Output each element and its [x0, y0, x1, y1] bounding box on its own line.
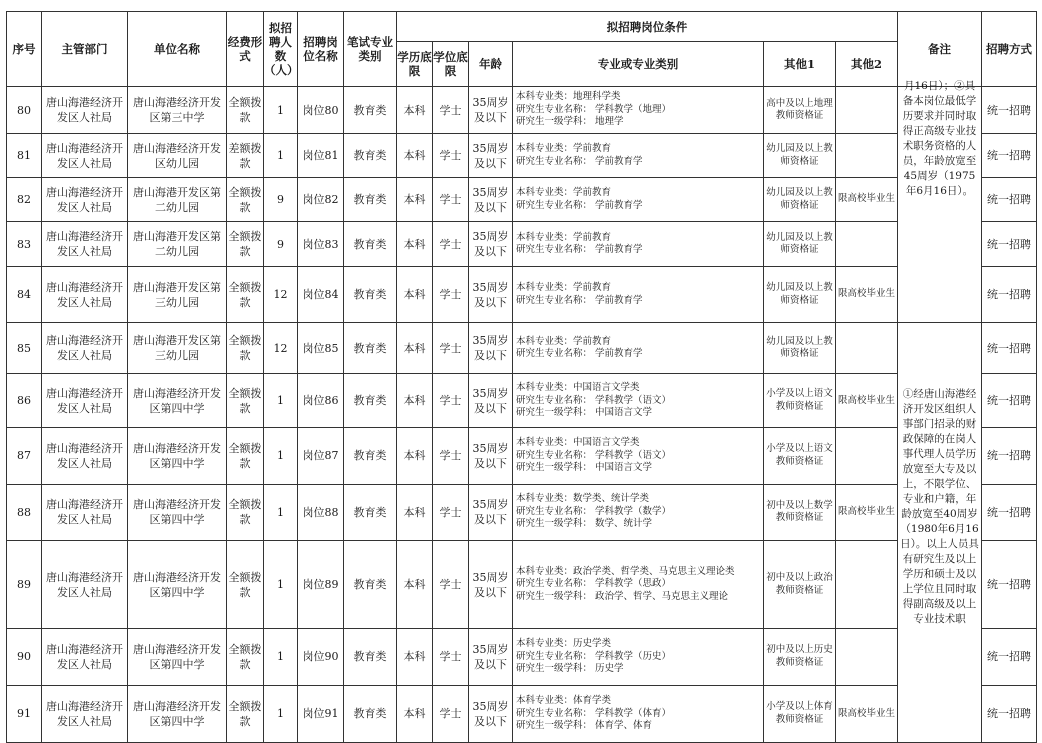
cell-dept: 唐山海港经济开发区人社局 [42, 629, 128, 685]
cell-major [513, 323, 764, 374]
major-line: 本科专业类：学前教育 [516, 231, 612, 243]
cell-major [513, 87, 764, 134]
major-line: 研究生专业名称： 学科教学（数学） [516, 505, 672, 517]
header-conditions: 拟招聘岗位条件 [397, 12, 898, 42]
cell-count: 12 [264, 323, 298, 374]
cell-degree: 学士 [433, 323, 469, 374]
table-row [7, 629, 1037, 685]
major-line: 本科专业类：数学类、统计学类 [516, 493, 650, 505]
cell-edu: 本科 [397, 323, 433, 374]
cell-age: 35周岁及以下 [469, 267, 513, 323]
remark-block-2 [898, 323, 982, 743]
cell-major [513, 428, 764, 484]
cell-exam: 教育类 [344, 540, 397, 629]
cell-other2: 限高校毕业生 [836, 484, 898, 540]
table-row [7, 484, 1037, 540]
cell-other2: 限高校毕业生 [836, 178, 898, 222]
cell-funding: 差额拨款 [227, 134, 264, 178]
cell-method: 统一招聘 [982, 222, 1037, 267]
cell-age: 35周岁及以下 [469, 134, 513, 178]
major-line: 本科专业类：中国语言文学类 [516, 382, 640, 394]
cell-age: 35周岁及以下 [469, 374, 513, 428]
cell-funding: 全额拨款 [227, 87, 264, 134]
header-dept: 主管部门 [42, 12, 128, 87]
cell-count: 9 [264, 222, 298, 267]
cell-post: 岗位81 [298, 134, 344, 178]
major-line: 研究生一级学科： 数学、统计学 [516, 518, 653, 530]
cell-age: 35周岁及以下 [469, 178, 513, 222]
cell-major [513, 134, 764, 178]
cell-exam: 教育类 [344, 323, 397, 374]
cell-method: 统一招聘 [982, 540, 1037, 629]
cell-other2 [836, 134, 898, 178]
major-line: 本科专业类：学前教育 [516, 282, 612, 293]
cell-post: 岗位82 [298, 178, 344, 222]
cell-unit: 唐山海港经济开发区第四中学 [128, 484, 227, 540]
cell-count: 1 [264, 374, 298, 428]
cell-major [513, 629, 764, 685]
cell-method: 统一招聘 [982, 267, 1037, 323]
cell-unit: 唐山海港经济开发区第四中学 [128, 428, 227, 484]
cell-seq: 82 [7, 178, 42, 222]
cell-other2: 限高校毕业生 [836, 685, 898, 742]
cell-unit: 唐山海港经济开发区第四中学 [128, 374, 227, 428]
cell-other2 [836, 540, 898, 629]
major-line: 本科专业类：学前教育 [516, 335, 612, 347]
major-line: 研究生专业名称： 学科教学（地理） [516, 103, 672, 115]
header-age: 年龄 [469, 42, 513, 87]
cell-post: 岗位91 [298, 685, 344, 742]
cell-edu: 本科 [397, 134, 433, 178]
cell-age: 35周岁及以下 [469, 484, 513, 540]
major-line: 本科专业类：体育学类 [516, 695, 612, 707]
cell-degree: 学士 [433, 540, 469, 629]
cell-funding: 全额拨款 [227, 484, 264, 540]
cell-other1: 幼儿园及以上教师资格证 [764, 134, 836, 178]
cell-unit: 唐山海港开发区第三幼儿园 [128, 323, 227, 374]
table-row [7, 428, 1037, 484]
cell-post: 岗位86 [298, 374, 344, 428]
recruitment-table [6, 11, 1037, 743]
cell-post: 岗位87 [298, 428, 344, 484]
cell-dept: 唐山海港经济开发区人社局 [42, 134, 128, 178]
remark-text-2: ①经唐山海港经济开发区组织人事部门招录的财政保障的在岗人事代理人员学历放宽至大专及以上，不限学位、专业和户籍，年龄放宽至40周岁（1980年6月16日）。以上人员具有研究生及以上学历和硕士及以上学位且同时取得副高级及以上专业技术职 [900, 388, 979, 625]
cell-age: 35周岁及以下 [469, 222, 513, 267]
cell-seq: 89 [7, 540, 42, 629]
major-line: 研究生一级学科： 历史学 [516, 663, 624, 675]
cell-post: 岗位90 [298, 629, 344, 685]
cell-degree: 学士 [433, 222, 469, 267]
cell-age: 35周岁及以下 [469, 540, 513, 629]
cell-other1: 幼儿园及以上教师资格证 [764, 323, 836, 374]
major-line: 研究生一级学科： 地理学 [516, 116, 624, 128]
cell-other2 [836, 323, 898, 374]
header-count: 拟招聘人数（人） [264, 12, 298, 87]
header-funding: 经费形式 [227, 12, 264, 87]
cell-post: 岗位83 [298, 222, 344, 267]
cell-degree: 学士 [433, 87, 469, 134]
cell-other2 [836, 428, 898, 484]
cell-funding: 全额拨款 [227, 323, 264, 374]
table-row [7, 134, 1037, 178]
header-edu: 学历底限 [397, 42, 433, 87]
cell-dept: 唐山海港经济开发区人社局 [42, 428, 128, 484]
cell-other1: 小学及以上语文教师资格证 [764, 374, 836, 428]
cell-seq: 84 [7, 267, 42, 323]
cell-method: 统一招聘 [982, 428, 1037, 484]
cell-exam: 教育类 [344, 629, 397, 685]
table-body [7, 80, 1037, 743]
cell-count: 1 [264, 629, 298, 685]
cell-unit: 唐山海港经济开发区第四中学 [128, 629, 227, 685]
cell-count: 9 [264, 178, 298, 222]
major-line: 本科专业类：历史学类 [516, 638, 612, 650]
cell-seq: 87 [7, 428, 42, 484]
cell-edu: 本科 [397, 428, 433, 484]
cell-major [513, 222, 764, 267]
cell-count: 12 [264, 267, 298, 323]
cell-edu: 本科 [397, 540, 433, 629]
cell-other1: 幼儿园及以上教师资格证 [764, 267, 836, 323]
major-line: 本科专业类：地理科学类 [516, 91, 621, 103]
cell-exam: 教育类 [344, 222, 397, 267]
remark-text-1: 月16日）；②具备本岗位最低学历要求并同时取得正高级专业技术职务资格的人员，年龄放宽至45周岁（1975年6月16日）。 [902, 80, 977, 197]
cell-age: 35周岁及以下 [469, 685, 513, 742]
cell-degree: 学士 [433, 134, 469, 178]
cell-post: 岗位85 [298, 323, 344, 374]
header-remark: 备注 [898, 12, 982, 87]
major-line: 研究生专业名称： 学前教育学 [516, 155, 643, 167]
cell-funding: 全额拨款 [227, 178, 264, 222]
table-row [7, 178, 1037, 222]
major-line: 本科专业类：学前教育 [516, 143, 612, 154]
cell-other1: 初中及以上数学教师资格证 [764, 484, 836, 540]
cell-funding: 全额拨款 [227, 428, 264, 484]
cell-funding: 全额拨款 [227, 222, 264, 267]
cell-edu: 本科 [397, 178, 433, 222]
cell-method: 统一招聘 [982, 134, 1037, 178]
cell-edu: 本科 [397, 685, 433, 742]
cell-exam: 教育类 [344, 428, 397, 484]
cell-seq: 90 [7, 629, 42, 685]
cell-method: 统一招聘 [982, 685, 1037, 742]
major-line: 研究生专业名称： 学前教育学 [516, 348, 643, 360]
cell-dept: 唐山海港经济开发区人社局 [42, 87, 128, 134]
cell-major [513, 267, 764, 323]
cell-method: 统一招聘 [982, 374, 1037, 428]
cell-funding: 全额拨款 [227, 540, 264, 629]
cell-seq: 86 [7, 374, 42, 428]
cell-other2: 限高校毕业生 [836, 267, 898, 323]
cell-seq: 81 [7, 134, 42, 178]
cell-degree: 学士 [433, 428, 469, 484]
cell-other2 [836, 222, 898, 267]
cell-age: 35周岁及以下 [469, 629, 513, 685]
cell-other1: 幼儿园及以上教师资格证 [764, 222, 836, 267]
cell-degree: 学士 [433, 178, 469, 222]
cell-method: 统一招聘 [982, 87, 1037, 134]
cell-dept: 唐山海港经济开发区人社局 [42, 374, 128, 428]
cell-major [513, 685, 764, 742]
header-other1: 其他1 [764, 42, 836, 87]
cell-count: 1 [264, 540, 298, 629]
cell-dept: 唐山海港经济开发区人社局 [42, 267, 128, 323]
major-line: 研究生专业名称： 学前教育学 [516, 244, 643, 255]
major-line: 研究生专业名称： 学科教学（语文） [516, 449, 672, 461]
header-post: 招聘岗位名称 [298, 12, 344, 87]
cell-exam: 教育类 [344, 87, 397, 134]
cell-count: 1 [264, 484, 298, 540]
cell-seq: 91 [7, 685, 42, 742]
header-major: 专业或专业类别 [513, 42, 764, 87]
major-line: 研究生一级学科： 中国语言文学 [516, 407, 653, 419]
cell-seq: 88 [7, 484, 42, 540]
cell-funding: 全额拨款 [227, 685, 264, 742]
major-line: 研究生专业名称： 学科教学（体育） [516, 707, 672, 719]
cell-count: 1 [264, 685, 298, 742]
cell-seq: 83 [7, 222, 42, 267]
cell-dept: 唐山海港经济开发区人社局 [42, 323, 128, 374]
cell-funding: 全额拨款 [227, 267, 264, 323]
cell-unit: 唐山海港经济开发区第四中学 [128, 685, 227, 742]
cell-exam: 教育类 [344, 134, 397, 178]
cell-post: 岗位80 [298, 87, 344, 134]
cell-dept: 唐山海港经济开发区人社局 [42, 222, 128, 267]
cell-exam: 教育类 [344, 374, 397, 428]
cell-other1: 小学及以上体育教师资格证 [764, 685, 836, 742]
cell-degree: 学士 [433, 374, 469, 428]
cell-count: 1 [264, 428, 298, 484]
table-row [7, 685, 1037, 742]
cell-other1: 小学及以上语文教师资格证 [764, 428, 836, 484]
header-method: 招聘方式 [982, 12, 1037, 87]
cell-major [513, 540, 764, 629]
header-degree: 学位底限 [433, 42, 469, 87]
cell-other2: 限高校毕业生 [836, 374, 898, 428]
cell-exam: 教育类 [344, 484, 397, 540]
cell-degree: 学士 [433, 484, 469, 540]
cell-edu: 本科 [397, 87, 433, 134]
cell-unit: 唐山海港开发区第二幼儿园 [128, 222, 227, 267]
cell-other1: 高中及以上地理教师资格证 [764, 87, 836, 134]
major-line: 研究生一级学科： 体育学、体育 [516, 720, 653, 732]
cell-post: 岗位89 [298, 540, 344, 629]
cell-unit: 唐山海港开发区第二幼儿园 [128, 178, 227, 222]
remark-block-1 [898, 80, 982, 323]
cell-degree: 学士 [433, 267, 469, 323]
cell-method: 统一招聘 [982, 484, 1037, 540]
major-line: 研究生专业名称： 学前教育学 [516, 199, 643, 211]
cell-degree: 学士 [433, 629, 469, 685]
cell-seq: 85 [7, 323, 42, 374]
major-line: 研究生一级学科： 政治学、哲学、马克思主义理论 [516, 590, 729, 602]
cell-funding: 全额拨款 [227, 374, 264, 428]
cell-unit: 唐山海港经济开发区第三中学 [128, 87, 227, 134]
cell-seq: 80 [7, 87, 42, 134]
table-row [7, 374, 1037, 428]
cell-other1: 初中及以上历史教师资格证 [764, 629, 836, 685]
cell-other1: 幼儿园及以上教师资格证 [764, 178, 836, 222]
table-row [7, 222, 1037, 267]
cell-exam: 教育类 [344, 267, 397, 323]
cell-unit: 唐山海港开发区第三幼儿园 [128, 267, 227, 323]
cell-exam: 教育类 [344, 178, 397, 222]
cell-method: 统一招聘 [982, 629, 1037, 685]
major-line: 本科专业类：政治学类、哲学类、马克思主义理论类 [516, 565, 735, 577]
major-line: 本科专业类：中国语言文学类 [516, 437, 640, 449]
cell-dept: 唐山海港经济开发区人社局 [42, 540, 128, 629]
major-line: 研究生专业名称： 学科教学（语文） [516, 394, 672, 406]
header-seq: 序号 [7, 12, 42, 87]
cell-unit: 唐山海港经济开发区幼儿园 [128, 134, 227, 178]
cell-dept: 唐山海港经济开发区人社局 [42, 484, 128, 540]
cell-dept: 唐山海港经济开发区人社局 [42, 178, 128, 222]
table-row [7, 540, 1037, 629]
header-other2: 其他2 [836, 42, 898, 87]
cell-edu: 本科 [397, 484, 433, 540]
cell-post: 岗位84 [298, 267, 344, 323]
cell-method: 统一招聘 [982, 178, 1037, 222]
cell-other2 [836, 87, 898, 134]
major-line: 研究生专业名称： 学科教学（思政） [516, 578, 672, 590]
cell-age: 35周岁及以下 [469, 428, 513, 484]
cell-major [513, 484, 764, 540]
table-row [7, 323, 1037, 374]
cell-edu: 本科 [397, 267, 433, 323]
cell-major [513, 178, 764, 222]
cell-edu: 本科 [397, 222, 433, 267]
table-row [7, 267, 1037, 323]
header-unit: 单位名称 [128, 12, 227, 87]
header-exam: 笔试专业类别 [344, 12, 397, 87]
cell-other2 [836, 629, 898, 685]
cell-funding: 全额拨款 [227, 629, 264, 685]
cell-exam: 教育类 [344, 685, 397, 742]
major-line: 研究生专业名称： 学科教学（历史） [516, 650, 672, 662]
cell-major [513, 374, 764, 428]
cell-dept: 唐山海港经济开发区人社局 [42, 685, 128, 742]
cell-method: 统一招聘 [982, 323, 1037, 374]
cell-unit: 唐山海港经济开发区第四中学 [128, 540, 227, 629]
cell-edu: 本科 [397, 374, 433, 428]
major-line: 研究生一级学科： 中国语言文学 [516, 462, 653, 474]
cell-post: 岗位88 [298, 484, 344, 540]
cell-age: 35周岁及以下 [469, 87, 513, 134]
cell-edu: 本科 [397, 629, 433, 685]
major-line: 本科专业类：学前教育 [516, 187, 612, 198]
cell-count: 1 [264, 134, 298, 178]
major-line: 研究生专业名称： 学前教育学 [516, 294, 643, 306]
cell-count: 1 [264, 87, 298, 134]
cell-degree: 学士 [433, 685, 469, 742]
cell-age: 35周岁及以下 [469, 323, 513, 374]
cell-other1: 初中及以上政治教师资格证 [764, 540, 836, 629]
table-row [7, 87, 1037, 134]
